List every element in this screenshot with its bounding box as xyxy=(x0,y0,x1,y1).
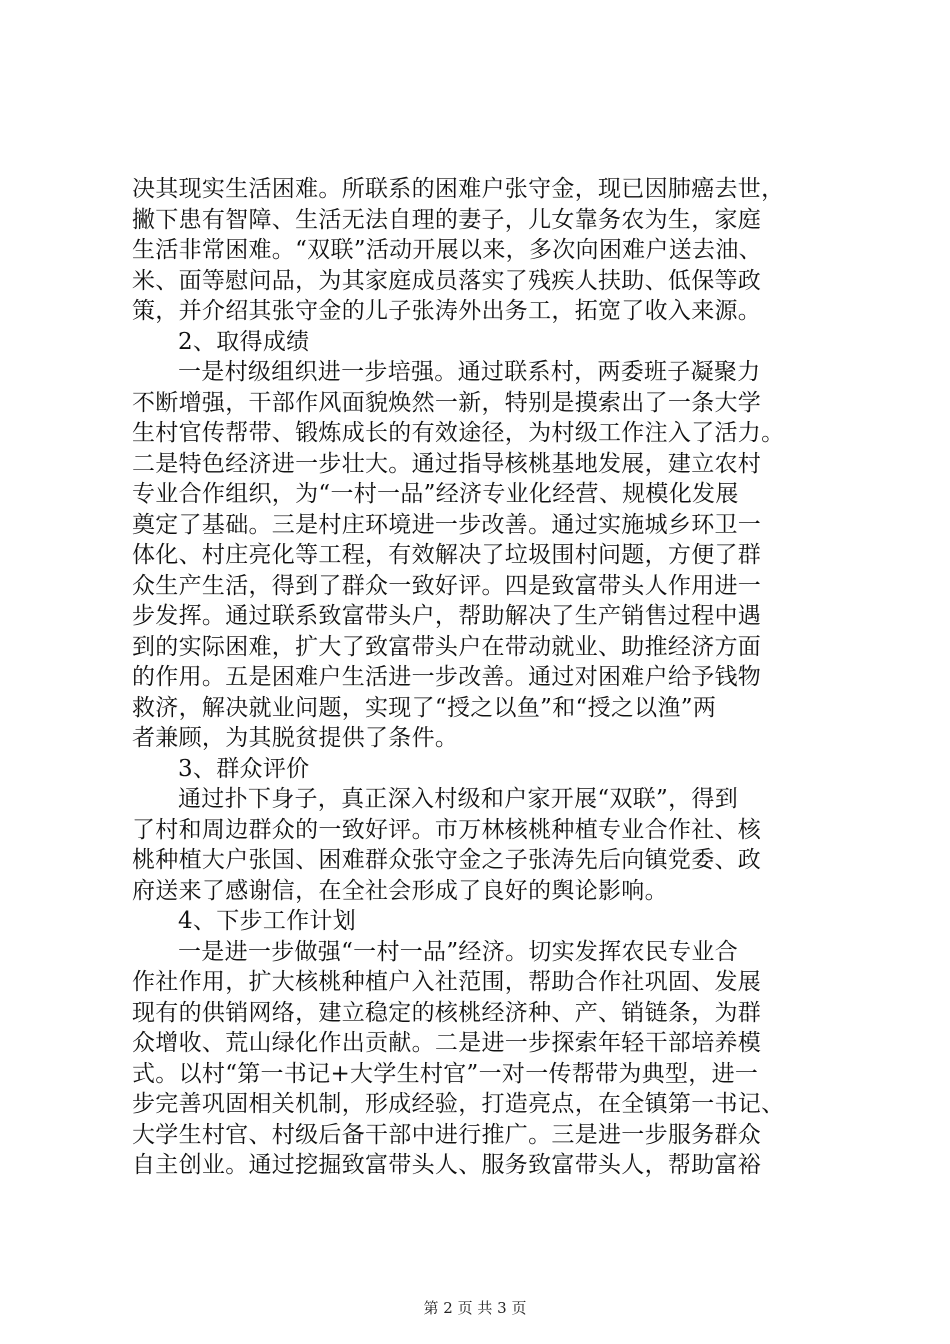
text-line: 策，并介绍其张守金的儿子张涛外出务工，拓宽了收入来源。 xyxy=(132,298,762,324)
text-line: 现有的供销网络，建立稳定的核桃经济种、产、销链条，为群 xyxy=(132,999,762,1026)
text-line: 专业合作组织，为“一村一品”经济专业化经营、规模化发展 xyxy=(132,481,739,507)
text-line: 一是村级组织进一步培强。通过联系村，两委班子凝聚力 xyxy=(178,359,761,385)
text-line: 3、群众评价 xyxy=(178,755,310,782)
page-footer: 第 2 页 共 3 页 xyxy=(423,1299,527,1317)
text-line: 不断增强，干部作风面貌焕然一新，特别是摸索出了一条大学 xyxy=(132,389,762,416)
text-line: 到的实际困难，扩大了致富带头户在带动就业、助推经济方面 xyxy=(132,633,762,660)
text-line: 4、下步工作计划 xyxy=(178,908,357,934)
text-line: 2、取得成绩 xyxy=(178,328,310,355)
text-line: 步发挥。通过联系致富带头户，帮助解决了生产销售过程中遇 xyxy=(132,603,762,629)
text-line: 众生产生活，得到了群众一致好评。四是致富带头人作用进一 xyxy=(132,572,762,599)
text-line: 救济，解决就业问题，实现了“授之以鱼”和“授之以渔”两 xyxy=(132,694,717,721)
text-line: 体化、村庄亮化等工程，有效解决了垃圾围村问题，方便了群 xyxy=(132,542,762,568)
text-line: 大学生村官、村级后备干部中进行推广。三是进一步服务群众 xyxy=(132,1121,762,1148)
text-line: 府送来了感谢信，在全社会形成了良好的舆论影响。 xyxy=(132,877,668,904)
text-line: 作社作用，扩大核桃种植户入社范围，帮助合作社巩固、发展 xyxy=(132,969,762,995)
document-body xyxy=(132,174,832,1181)
text-line: 奠定了基础。三是村庄环境进一步改善。通过实施城乡环卫一 xyxy=(132,511,762,538)
text-line: 二是特色经济进一步壮大。通过指导核桃基地发展，建立农村 xyxy=(132,450,762,477)
text-line: 一是进一步做强“一村一品”经济。切实发挥农民专业合 xyxy=(178,938,739,965)
text-line: 者兼顾，为其脱贫提供了条件。 xyxy=(132,725,459,751)
text-line: 步完善巩固相关机制，形成经验，打造亮点，在全镇第一书记、 xyxy=(132,1091,785,1117)
text-line: 决其现实生活困难。所联系的困难户张守金，现已因肺癌去世， xyxy=(132,176,785,202)
text-line: 众增收、荒山绿化作出贡献。二是进一步探索年轻干部培养模 xyxy=(132,1030,762,1056)
text-line: 米、面等慰问品，为其家庭成员落实了残疾人扶助、低保等政 xyxy=(132,267,762,294)
text-line: 生村官传帮带、锻炼成长的有效途径，为村级工作注入了活力。 xyxy=(132,420,785,446)
text-line: 自主创业。通过挖掘致富带头人、服务致富带头人，帮助富裕 xyxy=(132,1152,762,1178)
text-line: 撇下患有智障、生活无法自理的妻子，儿女靠务农为生，家庭 xyxy=(132,206,762,233)
text-line: 生活非常困难。“双联”活动开展以来，多次向困难户送去油、 xyxy=(132,237,762,263)
text-line: 式。以村“第一书记+大学生村官”一对一传帮带为典型，进一 xyxy=(132,1060,759,1087)
text-line: 的作用。五是困难户生活进一步改善。通过对困难户给予钱物 xyxy=(132,664,762,690)
text-line: 通过扑下身子，真正深入村级和户家开展“双联”，得到 xyxy=(178,786,739,812)
text-line: 桃种植大户张国、困难群众张守金之子张涛先后向镇党委、政 xyxy=(132,847,762,873)
text-line: 了村和周边群众的一致好评。市万林核桃种植专业合作社、核 xyxy=(132,816,762,843)
